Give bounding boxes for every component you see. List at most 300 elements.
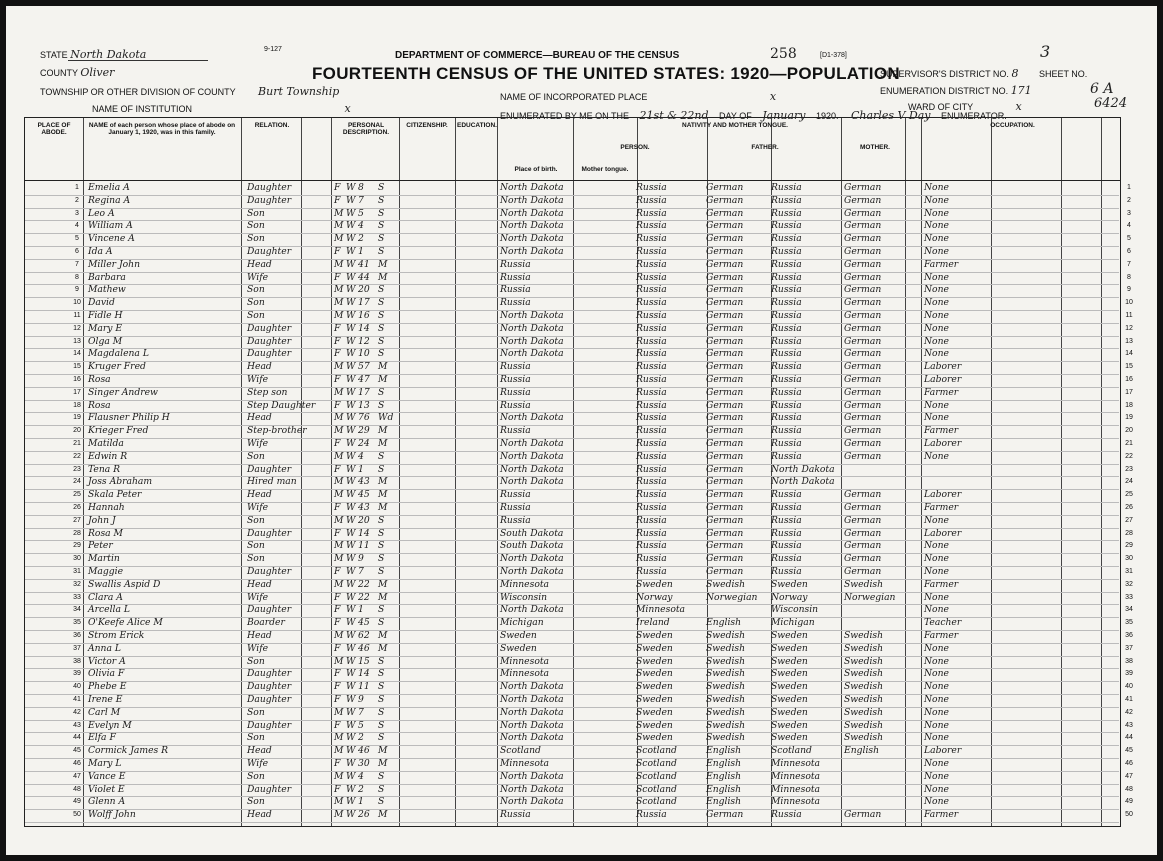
cell-mtongue: Swedish — [844, 706, 884, 718]
cell-race: W — [346, 591, 356, 603]
cell-race: W — [346, 194, 356, 206]
cell-ftongue: German — [706, 271, 744, 283]
cell-ftongue: German — [706, 502, 744, 513]
line-number: 30 — [1125, 555, 1133, 563]
incorporated-row — [500, 90, 776, 103]
cell-age: 13 — [358, 399, 370, 411]
cell-mpob: Wisconsin — [771, 604, 819, 616]
cell-mpob: Minnesota — [771, 770, 821, 782]
cell-mtongue: German — [844, 374, 882, 385]
line-number: 16 — [73, 376, 81, 383]
cell-name: Rosa — [88, 374, 111, 385]
cell-mpob: Russia — [771, 297, 802, 309]
cell-sex: F — [334, 758, 341, 769]
cell-ms: M — [378, 425, 388, 437]
line-number: 22 — [1125, 452, 1133, 460]
cell-fpob: Russia — [636, 386, 667, 398]
cell-mpob: Russia — [771, 412, 802, 424]
col-personal: PERSONAL DESCRIPTION. — [342, 122, 390, 136]
line-number: 25 — [73, 491, 81, 499]
cell-ms: M — [378, 271, 388, 283]
line-number: 25 — [1125, 491, 1133, 499]
cell-rel: Son — [247, 297, 265, 309]
cell-race: W — [346, 246, 356, 257]
day-of-label: DAY OF — [719, 111, 752, 121]
cell-name: Swallis Aspid D — [88, 578, 161, 590]
cell-mtongue: German — [844, 297, 882, 309]
cell-race: W — [346, 732, 356, 744]
cell-age: 41 — [358, 258, 370, 270]
cell-name: Emelia A — [88, 182, 130, 193]
cell-occ: None — [924, 310, 949, 321]
line-number: 41 — [73, 696, 81, 703]
line-number: 9 — [75, 286, 79, 294]
cell-ftongue: German — [706, 386, 744, 398]
ward-row — [908, 100, 1022, 113]
cell-sex: F — [334, 617, 341, 629]
cell-age: 43 — [358, 476, 370, 488]
cell-ms: M — [378, 630, 388, 641]
line-number: 36 — [1125, 632, 1133, 639]
cell-mpob: Sweden — [771, 642, 808, 654]
cell-occ: None — [924, 566, 949, 577]
cell-ftongue: Swedish — [706, 668, 746, 680]
cell-occ: None — [924, 540, 949, 552]
cell-ms: M — [378, 591, 388, 603]
line-number: 26 — [73, 504, 81, 511]
line-number: 5 — [75, 235, 79, 243]
cell-ftongue: German — [706, 182, 744, 193]
cell-mpob: Sweden — [771, 630, 808, 641]
line-number: 30 — [73, 555, 81, 563]
cell-ftongue: Swedish — [706, 706, 746, 718]
cell-pob: North Dakota — [500, 566, 564, 577]
cell-mtongue: German — [844, 540, 882, 552]
cell-race: W — [346, 271, 356, 283]
cell-ftongue: German — [706, 809, 744, 821]
cell-fpob: Russia — [636, 258, 667, 270]
cell-ftongue: German — [706, 220, 744, 232]
line-number: 32 — [73, 580, 81, 588]
line-number: 47 — [1125, 772, 1133, 780]
cell-ms: M — [378, 809, 388, 821]
cell-name: Evelyn M — [88, 719, 132, 731]
cell-fpob: Russia — [636, 540, 667, 552]
cell-sex: F — [334, 719, 341, 731]
cell-sex: M — [334, 655, 344, 667]
cell-race: W — [346, 489, 356, 501]
cell-name: Leo A — [88, 207, 115, 219]
cell-name: Rosa M — [88, 527, 123, 539]
cell-mtongue: Swedish — [844, 732, 884, 744]
line-number: 19 — [1125, 414, 1133, 422]
incorporated-value: x — [769, 90, 777, 103]
line-number: 23 — [1125, 465, 1133, 473]
cell-rel: Wife — [247, 642, 269, 654]
cell-ms: S — [378, 348, 385, 360]
enumerated-day: 21st & 22nd — [639, 109, 709, 122]
cell-occ: None — [924, 694, 949, 705]
line-number: 18 — [1125, 401, 1133, 409]
cell-occ: Laborer — [924, 361, 962, 373]
cell-ftongue: English — [706, 758, 742, 769]
cell-age: 46 — [358, 642, 370, 654]
cell-rel: Daughter — [247, 783, 292, 795]
cell-mpob: Minnesota — [771, 758, 821, 769]
line-number: 27 — [73, 516, 81, 524]
cell-ms: S — [378, 681, 385, 693]
cell-race: W — [346, 694, 356, 705]
cell-sex: F — [334, 668, 341, 680]
cell-fpob: Sweden — [636, 655, 673, 667]
cell-race: W — [346, 681, 356, 693]
cell-age: 4 — [358, 770, 364, 782]
cell-mtongue: German — [844, 207, 882, 219]
cell-ms: S — [378, 617, 385, 629]
cell-race: W — [346, 361, 356, 373]
cell-mtongue: Swedish — [844, 694, 884, 705]
cell-pob: North Dakota — [500, 335, 564, 347]
cell-occ: Farmer — [924, 502, 959, 513]
cell-ftongue: German — [706, 246, 744, 257]
page-number: 258 — [770, 46, 797, 62]
cell-race: W — [346, 668, 356, 680]
cell-name: Arcella L — [88, 604, 130, 616]
cell-age: 2 — [358, 783, 364, 795]
cell-pob: Russia — [500, 374, 531, 385]
col-place: PLACE OF ABODE. — [37, 122, 71, 136]
cell-sex: F — [334, 194, 341, 206]
cell-age: 17 — [358, 386, 370, 398]
cell-age: 2 — [358, 233, 364, 245]
line-number: 39 — [73, 670, 81, 678]
cell-pob: Michigan — [500, 617, 544, 629]
line-number: 7 — [1127, 260, 1131, 268]
enumerator-label: ENUMERATOR. — [941, 111, 1007, 121]
cell-sex: F — [334, 399, 341, 411]
cell-ms: M — [378, 578, 388, 590]
line-number: 14 — [73, 350, 81, 358]
line-number: 32 — [1125, 580, 1133, 588]
cell-name: Vincene A — [88, 233, 135, 245]
cell-ms: S — [378, 207, 385, 219]
col-person: PERSON. — [620, 144, 650, 151]
line-number: 49 — [1125, 798, 1133, 806]
state-underline — [68, 60, 208, 61]
cell-rel: Son — [247, 553, 265, 565]
cell-sex: M — [334, 233, 344, 245]
cell-pob: Sweden — [500, 642, 537, 654]
cell-rel: Wife — [247, 374, 269, 385]
cell-rel: Son — [247, 233, 265, 245]
cell-mtongue: German — [844, 194, 882, 206]
cell-fpob: Sweden — [636, 630, 673, 641]
col-citizenship: CITIZENSHIP. — [406, 122, 448, 129]
cell-pob: North Dakota — [500, 233, 564, 245]
cell-mtongue: German — [844, 514, 882, 526]
cell-sex: M — [334, 809, 344, 821]
ward-value: x — [1015, 100, 1022, 113]
line-number: 42 — [73, 708, 81, 716]
cell-name: David — [88, 297, 115, 309]
cell-sex: M — [334, 258, 344, 270]
cell-rel: Wife — [247, 591, 269, 603]
cell-occ: None — [924, 297, 949, 309]
cell-name: Singer Andrew — [88, 386, 158, 398]
cell-ftongue: Swedish — [706, 578, 746, 590]
line-number: 34 — [73, 606, 81, 614]
cell-pob: Minnesota — [500, 578, 550, 590]
cell-sex: F — [334, 566, 341, 577]
cell-race: W — [346, 284, 356, 296]
cell-ms: S — [378, 694, 385, 705]
cell-mpob: Michigan — [771, 617, 815, 629]
cell-race: W — [346, 463, 356, 475]
cell-occ: Farmer — [924, 386, 959, 398]
cell-name: Magdalena L — [88, 348, 149, 360]
cell-ftongue: German — [706, 463, 744, 475]
line-number: 3 — [1127, 209, 1131, 217]
cell-mpob: Minnesota — [771, 796, 821, 808]
cell-age: 26 — [358, 809, 370, 821]
cell-mpob: Russia — [771, 182, 802, 193]
cell-ms: M — [378, 438, 388, 449]
line-number: 20 — [1125, 427, 1133, 435]
cell-sex: F — [334, 591, 341, 603]
cell-age: 9 — [358, 694, 364, 705]
line-number: 37 — [1125, 644, 1133, 652]
cell-rel: Hired man — [247, 476, 297, 488]
cell-mpob: Sweden — [771, 655, 808, 667]
cell-mtongue: Swedish — [844, 578, 884, 590]
cell-ms: S — [378, 719, 385, 731]
line-number: 8 — [75, 273, 79, 281]
cell-name: Wolff John — [88, 809, 136, 821]
line-number: 44 — [73, 734, 81, 742]
cell-ftongue: German — [706, 489, 744, 501]
institution-label: NAME OF INSTITUTION — [92, 104, 192, 114]
cell-race: W — [346, 258, 356, 270]
cell-race: W — [346, 297, 356, 309]
cell-fpob: Russia — [636, 489, 667, 501]
cell-age: 11 — [358, 540, 370, 552]
cell-fpob: Russia — [636, 246, 667, 257]
cell-ftongue: English — [706, 770, 742, 782]
cell-ftongue: German — [706, 335, 744, 347]
cell-rel: Head — [247, 412, 272, 424]
line-number: 29 — [1125, 542, 1133, 550]
cell-fpob: Russia — [636, 809, 667, 821]
cell-pob: Russia — [500, 425, 531, 437]
cell-mtongue: German — [844, 335, 882, 347]
cell-mtongue: German — [844, 220, 882, 232]
cell-ms: S — [378, 514, 385, 526]
cell-name: Miller John — [88, 258, 141, 270]
cell-name: Flausner Philip H — [88, 412, 170, 424]
col-father: FATHER. — [751, 144, 779, 151]
line-number: 46 — [1125, 760, 1133, 767]
cell-race: W — [346, 412, 356, 424]
cell-name: Glenn A — [88, 796, 126, 808]
cell-race: W — [346, 322, 356, 334]
cell-race: W — [346, 348, 356, 360]
cell-race: W — [346, 438, 356, 449]
cell-pob: North Dakota — [500, 182, 564, 193]
cell-race: W — [346, 642, 356, 654]
line-number: 19 — [73, 414, 81, 422]
cell-sex: M — [334, 476, 344, 488]
cell-mpob: Russia — [771, 540, 802, 552]
cell-rel: Son — [247, 310, 265, 321]
line-number: 45 — [1125, 747, 1133, 755]
line-number: 1 — [75, 184, 79, 191]
cell-rel: Daughter — [247, 335, 292, 347]
cell-age: 47 — [358, 374, 370, 385]
line-number: 24 — [73, 478, 81, 486]
cell-race: W — [346, 809, 356, 821]
cell-fpob: Russia — [636, 553, 667, 565]
cell-name: Joss Abraham — [88, 476, 153, 488]
cell-pob: Russia — [500, 809, 531, 821]
cell-age: 12 — [358, 335, 370, 347]
cell-pob: Russia — [500, 258, 531, 270]
cell-ms: M — [378, 758, 388, 769]
cell-sex: M — [334, 732, 344, 744]
cell-age: 10 — [358, 348, 370, 360]
cell-age: 43 — [358, 502, 370, 513]
cell-age: 30 — [358, 758, 370, 769]
cell-name: Carl M — [88, 706, 121, 718]
cell-mpob: Russia — [771, 399, 802, 411]
cell-mtongue: German — [844, 361, 882, 373]
line-number: 46 — [73, 760, 81, 767]
township-value: Burt Township — [258, 85, 340, 98]
cell-age: 5 — [358, 207, 364, 219]
cell-ms: S — [378, 322, 385, 334]
cell-name: Clara A — [88, 591, 123, 603]
cell-ftongue: German — [706, 348, 744, 360]
cell-sex: F — [334, 642, 341, 654]
cell-occ: None — [924, 796, 949, 808]
cell-mpob: Russia — [771, 207, 802, 219]
cell-pob: North Dakota — [500, 476, 564, 488]
cell-mpob: Russia — [771, 553, 802, 565]
cell-pob: North Dakota — [500, 770, 564, 782]
page-title: FOURTEENTH CENSUS OF THE UNITED STATES: 1920—POPULATION — [312, 64, 900, 83]
cell-ftongue: German — [706, 553, 744, 565]
cell-pob: North Dakota — [500, 450, 564, 462]
cell-sex: F — [334, 694, 341, 705]
cell-pob: North Dakota — [500, 719, 564, 731]
cell-sex: F — [334, 502, 341, 513]
cell-race: W — [346, 758, 356, 769]
cell-age: 45 — [358, 489, 370, 501]
line-number: 14 — [1125, 350, 1133, 358]
cell-ftongue: German — [706, 194, 744, 206]
cell-fpob: Scotland — [636, 745, 677, 757]
cell-age: 76 — [358, 412, 370, 424]
cell-ftongue: German — [706, 566, 744, 577]
cell-rel: Wife — [247, 438, 269, 449]
cell-fpob: Norway — [636, 591, 673, 603]
line-number: 23 — [73, 465, 81, 473]
line-number: 18 — [73, 401, 81, 409]
cell-sex: M — [334, 540, 344, 552]
cell-race: W — [346, 450, 356, 462]
cell-fpob: Scotland — [636, 770, 677, 782]
cell-mtongue: German — [844, 412, 882, 424]
cell-age: 14 — [358, 527, 370, 539]
cell-age: 44 — [358, 271, 370, 283]
line-number: 26 — [1125, 504, 1133, 511]
cell-sex: M — [334, 770, 344, 782]
cell-mtongue: Swedish — [844, 681, 884, 693]
cell-name: Anna L — [88, 642, 121, 654]
cell-mtongue: German — [844, 438, 882, 449]
col-name: NAME of each person whose place of abode on January 1, 1920, was in this family. — [88, 122, 236, 136]
cell-pob: North Dakota — [500, 322, 564, 334]
cell-sex: M — [334, 412, 344, 424]
cell-pob: Russia — [500, 271, 531, 283]
cell-race: W — [346, 655, 356, 667]
cell-age: 7 — [358, 706, 364, 718]
cell-fpob: Sweden — [636, 719, 673, 731]
cell-mtongue: German — [844, 386, 882, 398]
cell-age: 2 — [358, 732, 364, 744]
cell-fpob: Russia — [636, 194, 667, 206]
line-number: 12 — [1125, 324, 1133, 332]
cell-mpob: Russia — [771, 489, 802, 501]
cell-mpob: Russia — [771, 450, 802, 462]
cell-pob: Minnesota — [500, 668, 550, 680]
cell-sex: M — [334, 220, 344, 232]
county-label: COUNTY — [40, 68, 78, 78]
cell-rel: Daughter — [247, 604, 292, 616]
cell-rel: Step-brother — [247, 425, 307, 437]
cell-mpob: Russia — [771, 438, 802, 449]
cell-fpob: Sweden — [636, 694, 673, 705]
cell-ms: S — [378, 732, 385, 744]
line-number: 35 — [1125, 619, 1133, 627]
cell-sex: F — [334, 783, 341, 795]
cell-mtongue: Norwegian — [844, 591, 896, 603]
cell-age: 24 — [358, 438, 370, 449]
cell-occ: None — [924, 706, 949, 718]
line-number: 40 — [1125, 683, 1133, 691]
cell-sex: M — [334, 450, 344, 462]
cell-ms: S — [378, 604, 385, 616]
line-number: 16 — [1125, 376, 1133, 383]
cell-fpob: Sweden — [636, 732, 673, 744]
cell-rel: Son — [247, 540, 265, 552]
cell-name: Ida A — [88, 246, 113, 257]
cell-name: Irene E — [88, 694, 123, 705]
cell-mpob: Sweden — [771, 668, 808, 680]
cell-race: W — [346, 617, 356, 629]
cell-rel: Son — [247, 207, 265, 219]
line-number: 17 — [73, 388, 81, 396]
cell-mtongue: German — [844, 809, 882, 821]
cell-occ: None — [924, 770, 949, 782]
cell-sex: M — [334, 207, 344, 219]
cell-pob: North Dakota — [500, 604, 564, 616]
cell-rel: Head — [247, 578, 272, 590]
cell-rel: Daughter — [247, 566, 292, 577]
cell-mtongue: German — [844, 425, 882, 437]
line-number: 45 — [73, 747, 81, 755]
cell-mtongue: German — [844, 233, 882, 245]
cell-fpob: Russia — [636, 361, 667, 373]
